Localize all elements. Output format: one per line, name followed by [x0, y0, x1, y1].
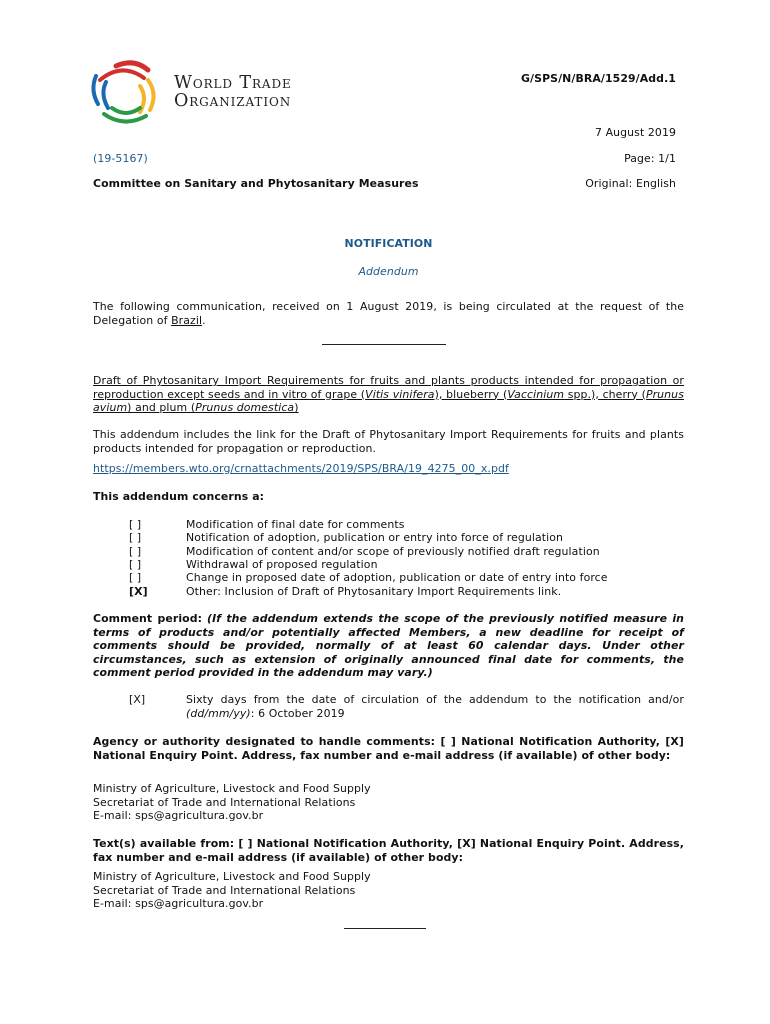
- concern-checkbox: [X]: [129, 584, 148, 598]
- agency-line: Secretariat of Trade and International Relations: [93, 795, 356, 809]
- subject-cherry: Prunus avium: [93, 387, 684, 414]
- subject-text-2: ), blueberry (: [434, 387, 508, 401]
- concerns-heading: This addendum concerns a:: [93, 490, 265, 503]
- concern-label: Notification of adoption, publication or entry into force of regulation: [186, 531, 564, 545]
- intro-country: Brazil: [171, 313, 203, 327]
- comment-period-paragraph: [93, 612, 684, 680]
- subject-text-4: ) and plum (: [127, 401, 196, 414]
- concern-label: Modification of content and/or scope of previously notified draft regulation: [186, 544, 600, 558]
- org-name-line2: Organization: [174, 91, 292, 111]
- document-date: 7 August 2019: [595, 126, 676, 139]
- texts-available-heading: Text(s) available from: [ ] National Notification Authority, [X] National Enquiry Point. Address, fax number and e-mail address (if available) of other body:: [93, 837, 684, 864]
- original-language: Original: English: [585, 177, 676, 190]
- concern-item: [93, 545, 653, 559]
- page-number: Page: 1/1: [624, 152, 676, 165]
- concern-item: [93, 571, 653, 585]
- texts-available-email: E-mail: sps@agricultura.gov.br: [93, 897, 264, 910]
- comment-period-label: Comment period:: [93, 612, 203, 625]
- concern-item: [93, 518, 653, 532]
- subject-grape: Vitis vinifera: [365, 387, 435, 401]
- comment-period-text: [186, 693, 684, 720]
- agency-line: Ministry of Agriculture, Livestock and Food Supply: [93, 782, 371, 795]
- subject-text-3: spp.), cherry (: [564, 387, 646, 401]
- subject-text-5: ): [294, 401, 299, 414]
- concern-label: Other: Inclusion of Draft of Phytosanitary Import Requirements link.: [186, 584, 562, 598]
- concerns-checklist: [93, 518, 684, 600]
- intro-paragraph: [93, 300, 684, 327]
- notification-heading: NOTIFICATION: [344, 237, 433, 250]
- addendum-description: This addendum includes the link for the Draft of Phytosanitary Import Requirements for fruits and plants products intended for propagation or reproduction.: [93, 428, 684, 455]
- concern-checkbox: [ ]: [129, 531, 142, 545]
- separator-rule: [322, 344, 446, 345]
- comment-period-note: (If the addendum extends the scope of the previously notified measure in terms of products and/or potentially affected Members, a new deadline for receipt of comments should be provided, normally of at least 60 calendar days. Under other circumstances, such as extension of originally announced final date for comments, the comment period provided in the addendum may vary.): [93, 612, 684, 679]
- concern-checkbox: [ ]: [129, 544, 142, 558]
- attachment-link-wrap: [93, 462, 509, 475]
- agency-address: [93, 782, 684, 823]
- subject-blueberry: Vaccinium: [507, 387, 565, 401]
- committee-name: Committee on Sanitary and Phytosanitary Measures: [93, 177, 419, 190]
- concern-label: Withdrawal of proposed regulation: [186, 557, 378, 571]
- end-rule: [344, 928, 426, 929]
- wto-logo: [86, 58, 336, 128]
- concern-checkbox: [ ]: [129, 557, 142, 571]
- attachment-link[interactable]: https://members.wto.org/crnattachments/2019/SPS/BRA/19_4275_00_x.pdf: [93, 462, 509, 475]
- subject-text-1: Draft of Phytosanitary Import Requirements for fruits and plants products intended for propagation or reproduction except seeds and in vitro of grape (: [93, 374, 684, 401]
- concern-checkbox: [ ]: [129, 518, 142, 531]
- concern-checkbox: [ ]: [129, 571, 142, 585]
- texts-available-line: Ministry of Agriculture, Livestock and Food Supply: [93, 870, 371, 883]
- texts-available-address: [93, 870, 684, 911]
- concern-label: Modification of final date for comments: [186, 518, 405, 531]
- org-name-line1: World Trade: [174, 73, 292, 93]
- wto-globe-icon: [86, 58, 166, 128]
- intro-period: .: [202, 313, 206, 327]
- comment-period-format: (dd/mm/yy): [186, 706, 251, 720]
- subject-title: [93, 374, 684, 415]
- concern-item: [93, 558, 653, 572]
- subject-plum: Prunus domestica: [195, 401, 295, 414]
- comment-period-checkbox: [X]: [129, 693, 146, 706]
- concern-item: [93, 531, 653, 545]
- comment-period-date: : 6 October 2019: [250, 706, 345, 720]
- agency-heading: Agency or authority designated to handle comments: [ ] National Notification Authority, [X] National Enquiry Point. Address, fax number and e-mail address (if available) of other body:: [93, 735, 684, 762]
- org-name: [174, 74, 292, 110]
- intro-text: The following communication, received on 1 August 2019, is being circulated at the request of the Delegation of: [93, 300, 684, 327]
- texts-available-line: Secretariat of Trade and International Relations: [93, 883, 356, 897]
- reference-number: (19-5167): [93, 152, 148, 165]
- concern-label: Change in proposed date of adoption, publication or date of entry into force: [186, 571, 608, 585]
- comment-period-desc: Sixty days from the date of circulation of the addendum to the notification and/or: [186, 693, 684, 706]
- concern-item: [93, 585, 653, 599]
- document-symbol: G/SPS/N/BRA/1529/Add.1: [521, 72, 676, 85]
- addendum-subheading: Addendum: [358, 265, 419, 278]
- agency-email: E-mail: sps@agricultura.gov.br: [93, 809, 264, 822]
